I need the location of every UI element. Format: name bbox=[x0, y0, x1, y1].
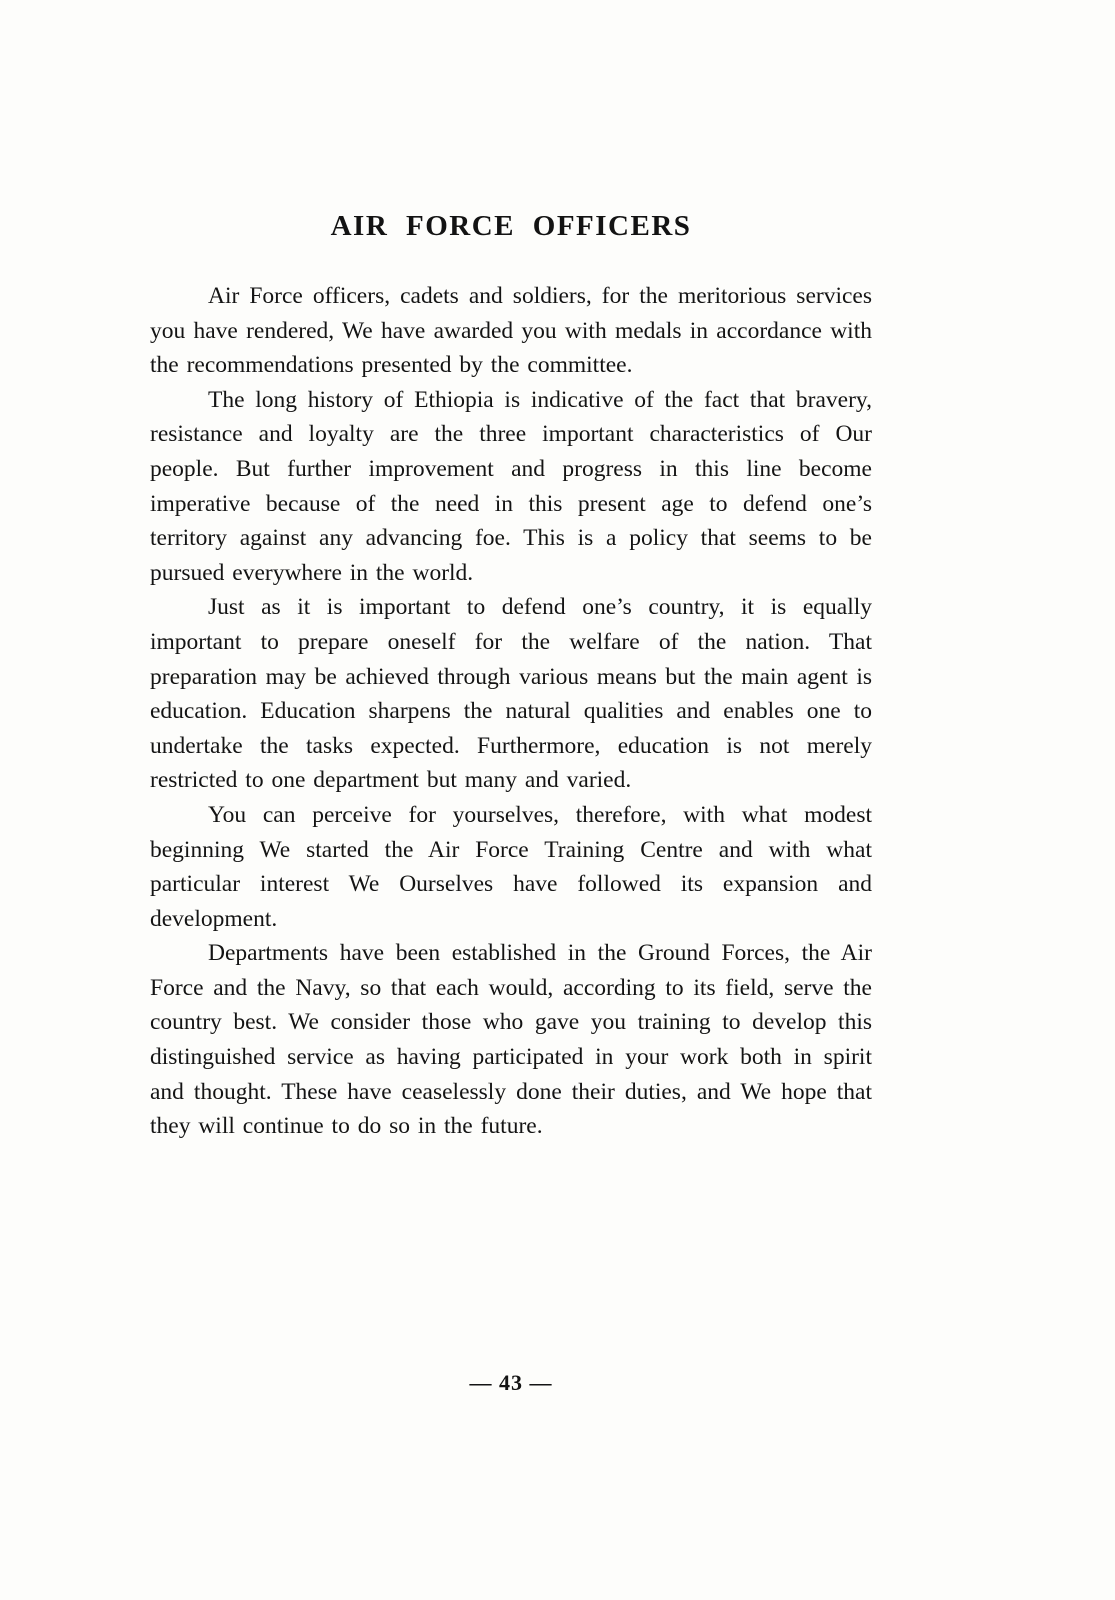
paragraph: Departments have been established in the Ground Forces, the Air Force and the Navy, so that each would, according to its field, serve the country best. We consider those who gave you training to develop this distinguished service as having participated in your work both in spirit and thought. These have ceaselessly done their duties, and We hope that they will continue to do so in the future. bbox=[150, 940, 872, 1140]
document-body bbox=[150, 279, 872, 1144]
paragraph: You can perceive for yourselves, therefore, with what modest beginning We started the Air Force Training Centre and with what particular interest We Ourselves have followed its expansion and development. bbox=[150, 801, 872, 932]
page-number: — 43 — bbox=[469, 1370, 553, 1395]
paragraph: The long history of Ethiopia is indicative of the fact that bravery, resistance and loyalty are the three important characteristics of Our people. But further improvement and progress in this line become imperative because of the need in this present age to defend one’s territory against any advancing foe. This is a policy that seems to be pursued everywhere in the world. bbox=[150, 386, 872, 586]
paragraph: Air Force officers, cadets and soldiers, for the meritorious services you have rendered, We have awarded you with medals in accordance with the recommendations presented by the committee. bbox=[150, 283, 872, 379]
page-title: AIR FORCE OFFICERS bbox=[330, 210, 692, 242]
paragraph: Just as it is important to defend one’s country, it is equally important to prepare oneself for the welfare of the nation. That preparation may be achieved through various means but the main agent is education. Education sharpens the natural qualities and enables one to undertake the tasks expected. Furthermore, education is not merely restricted to one department but many and varied. bbox=[150, 594, 872, 794]
